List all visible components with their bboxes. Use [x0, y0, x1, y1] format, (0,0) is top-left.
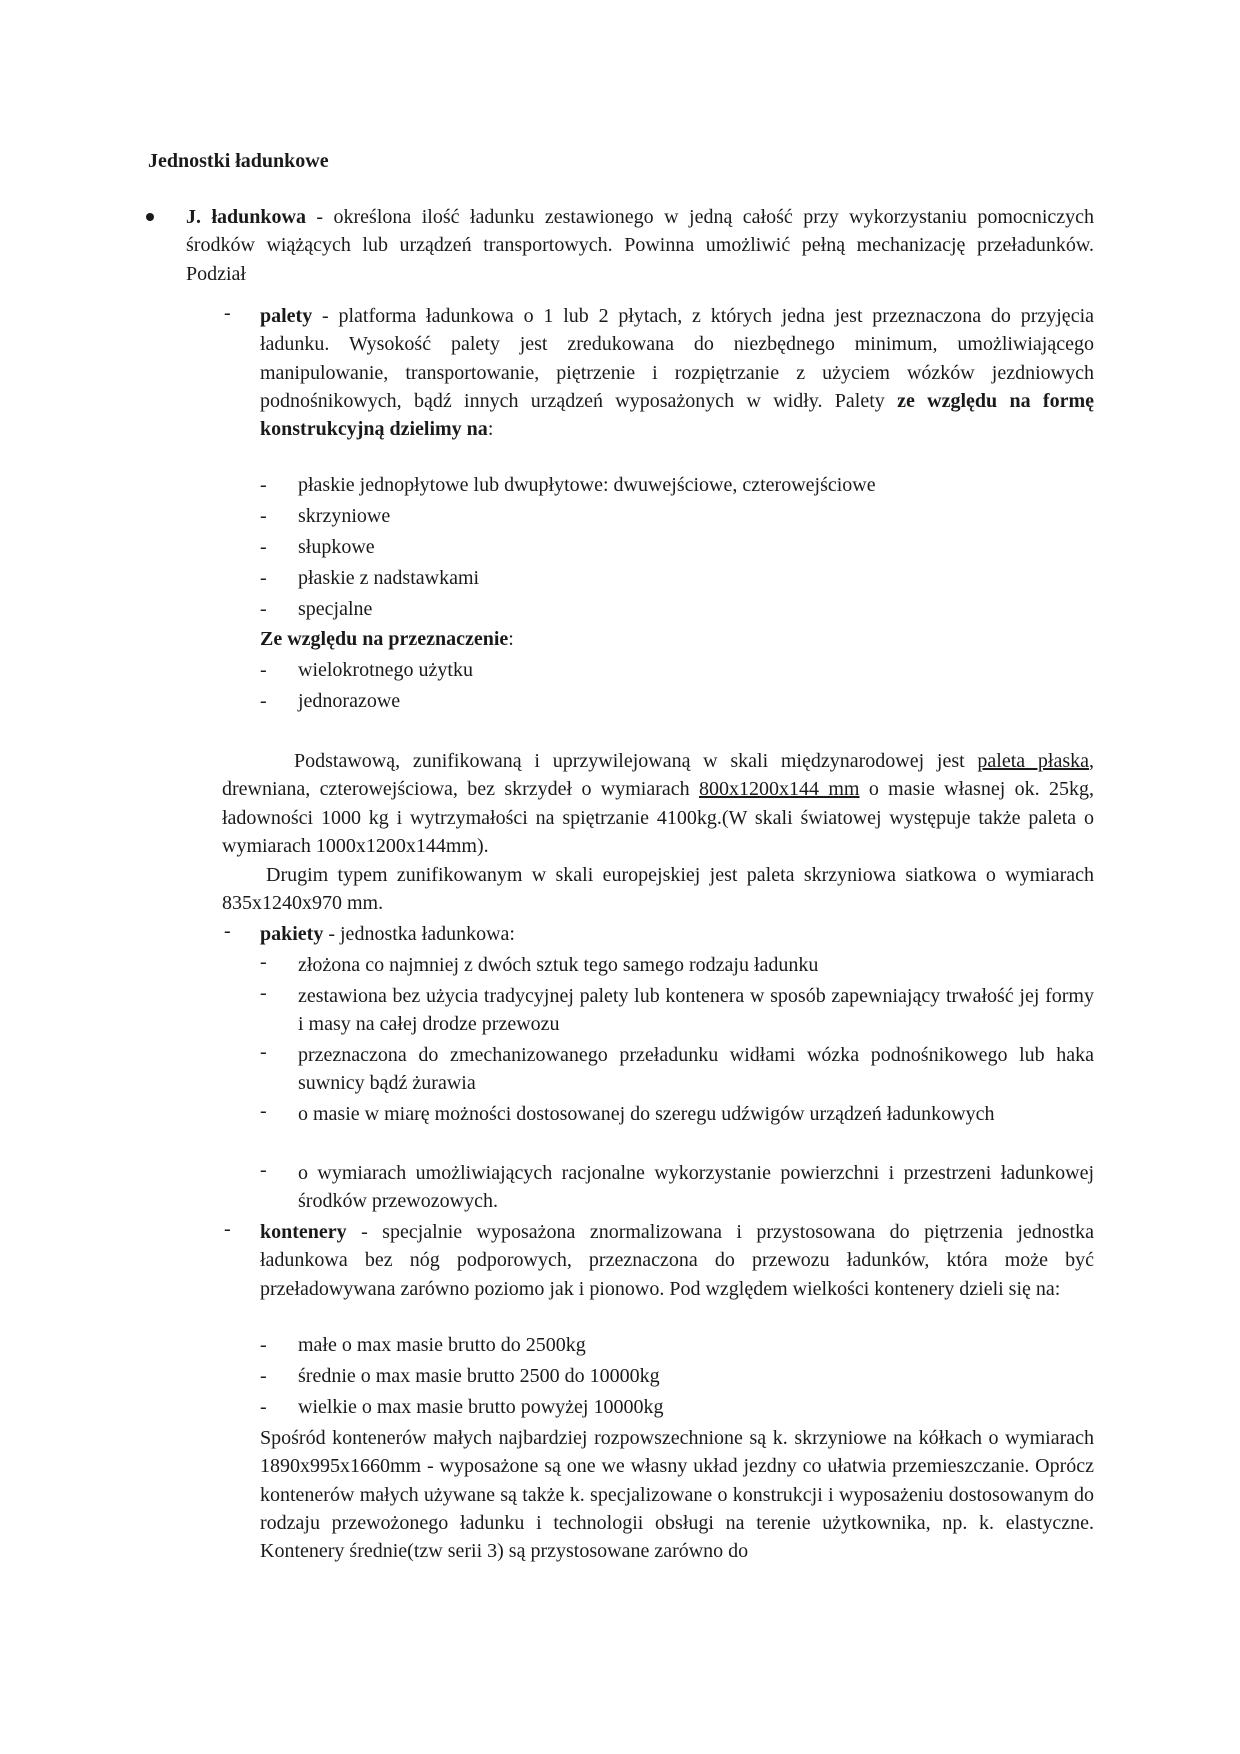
kontenery-paragraph: kontenery - specjalnie wyposażona znormalizowana i przystosowana do piętrzenia jednostka ładunkowa bez nóg podporowych, przeznaczona do przewozu ładunków, która może być przeładowywana zarówno poziomo jak i pionowo. Pod względem wielkości kontenery dzieli się na:	[260, 1221, 1094, 1300]
palety-bold-tail: ze względu na formę konstrukcyjną dzielimy na	[260, 389, 1094, 441]
list-item: zestawiona bez użycia tradycyjnej palety lub kontenera w sposób zapewniający trwałość jej formy i masy na całej drodze przewozu	[298, 985, 1094, 1036]
document-page: Jednostki ładunkowe J. ładunkowa - określona ilość ładunku zestawionego w jedną całość przy wykorzystaniu pomocniczych środków wiążących lub urządzeń transportowych. Powinna umożliwić pełną mechanizację przeładunków. Podział - palety - platforma ładunkowa o 1 lub 2 płytach, z których jedna jest przeznaczona do przyjęcia ładunku. Wysokość palety jest zredukowana do niezbędnego minimum, umożliwiającego manipulowanie, transportowanie, piętrzenie i rozpiętrzanie z użyciem wózków jezdniowych podnośnikowych, bądź innych urządzeń wyposażonych w widły. Palety ze względu na formę konstrukcyjną dzielimy na: - płaskie jednopłytowe lub dwupłytowe: dwuwejściowe, czterowejściowe - skrzyniowe - słupkowe - płaskie z nadstawkami - specjalne Ze względu na przeznaczenie: - wielokrotnego użytku - jednorazowe Podstawową, zunifikowaną i uprzywilejowaną w skali międzynarodowej jest paleta płaska, drewniana, czterowejściowa, bez skrzydeł o wymiarach 800x1200x144 mm o masie własnej ok. 25kg, ładowności 1000 kg i wytrzymałości na spiętrzanie 4100kg.(W skali światowej występuje także paleta o wymiarach 1000x1200x144mm). Drugim typem zunifikowanym w skali europejskiej jest paleta skrzyniowa siatkowa o wymiarach 835x1240x970 mm. - pakiety - jednostka ładunkowa: - złożona co najmniej z dwóch sztuk tego samego rodzaju ładunku - zestawiona bez użycia tradycyjnej palety lub kontenera w sposób zapewniający trwałość jej formy i masy na całej drodze przewozu - przeznaczona do zmechanizowanego przeładunku widłami wózka podnośnikowego lub haka suwnicy bądź żurawia - o masie w miarę możności dostosowanej do szeregu udźwigów urządzeń ładunkowych - o wymiarach umożliwiających racjonalne wykorzystanie powierzchni i przestrzeni ładunkowej środków przewozowych. - kontenery - specjalnie wyposażona znormalizowana i przystosowana do piętrzenia jednostka ładunkowa bez nóg podporowych, przeznaczona do przewozu ładunków, która może być przeładowywana zarówno poziomo jak i pionowo. Pod względem wielkości kontenery dzieli się na: - małe o max masie brutto do 2500kg - średnie o max masie brutto 2500 do 10000kg - wielkie o max masie brutto powyżej 10000kg Spośród kontenerów małych najbardziej rozpowszechnione są k. skrzyniowe na kółkach o wymiarach 1890x995x1660mm - wyposażone są one we własny układ jezdny co ułatwia przemieszczanie. Oprócz kontenerów małych używane są także k. specjalizowane o konstrukcji i wyposażeniu dostosowanym do rodzaju przewożonego ładunku i technologii obsługi na terenie użytkownika, np. k. elastyczne. Kontenery średnie(tzw serii 3) są przystosowane zarówno do	[0, 0, 1240, 1754]
pakiety-heading: pakiety - jednostka ładunkowa:	[260, 923, 515, 945]
bullet-icon	[146, 213, 154, 221]
list-item: przeznaczona do zmechanizowanego przeładunku widłami wózka podnośnikowego lub haka suwnicy bądź żurawia	[298, 1044, 1094, 1095]
dash-marker: -	[260, 982, 267, 1004]
paleta-skrzyniowa-paragraph: Drugim typem zunifikowanym w skali europejskiej jest paleta skrzyniowa siatkowa o wymiarach 835x1240x970 mm.	[222, 864, 1094, 915]
palety-term: palety	[260, 305, 313, 327]
intro-term: J. ładunkowa	[186, 206, 306, 228]
list-item: o wymiarach umożliwiających racjonalne wykorzystanie powierzchni i przestrzeni ładunkowej środków przewozowych.	[298, 1162, 1094, 1213]
dash-marker: -	[260, 1041, 267, 1063]
colon: :	[487, 418, 494, 441]
list-item: złożona co najmniej z dwóch sztuk tego samego rodzaju ładunku	[298, 954, 819, 976]
paleta-plaska-paragraph: Podstawową, zunifikowaną i uprzywilejowaną w skali międzynarodowej jest paleta płaska, drewniana, czterowejściowa, bez skrzydeł o wymiarach 800x1200x144 mm o masie własnej ok. 25kg, ładowności 1000 kg i wytrzymałości na spiętrzanie 4100kg.(W skali światowej występuje także paleta o wymiarach 1000x1200x144mm).	[222, 750, 1094, 857]
kontenery-detail-paragraph: Spośród kontenerów małych najbardziej rozpowszechnione są k. skrzyniowe na kółkach o wymiarach 1890x995x1660mm - wyposażone są one we własny układ jezdny co ułatwia przemieszczanie. Oprócz kontenerów małych używane są także k. specjalizowane o konstrukcji i wyposażeniu dostosowanym do rodzaju przewożonego ładunku i technologii obsługi na terenie użytkownika, np. k. elastyczne. Kontenery średnie(tzw serii 3) są przystosowane zarówno do	[260, 1427, 1094, 1563]
purpose-heading: Ze względu na przeznaczenie:	[260, 628, 514, 650]
page-title: Jednostki ładunkowe	[148, 150, 329, 172]
dash-marker: -	[260, 1100, 267, 1122]
list-item: o masie w miarę możności dostosowanej do szeregu udźwigów urządzeń ładunkowych	[298, 1103, 995, 1125]
dash-marker: -	[260, 951, 267, 973]
dash-marker: -	[260, 1159, 267, 1181]
palety-text: - platforma ładunkowa o 1 lub 2 płytach, z których jedna jest przeznaczona do przyjęcia ładunku. Wysokość palety jest zredukowana do niezbędnego minimum, umożliwiającego manipulowanie, transportowanie, piętrzenie i rozpiętrzanie z użyciem wózków jezdniowych podnośnikowych, bądź innych urządzeń wyposażonych w widły. Palety	[260, 305, 1094, 412]
dash-marker: -	[224, 1218, 231, 1240]
palety-paragraph	[260, 302, 1094, 443]
intro-paragraph	[186, 203, 1094, 288]
dash-marker: -	[224, 920, 231, 942]
intro-text: - określona ilość ładunku zestawionego w jedną całość przy wykorzystaniu pomocniczych środków wiążących lub urządzeń transportowych. Powinna umożliwić pełną mechanizację przeładunków. Podział	[186, 206, 1094, 285]
dash-marker: -	[224, 302, 231, 324]
